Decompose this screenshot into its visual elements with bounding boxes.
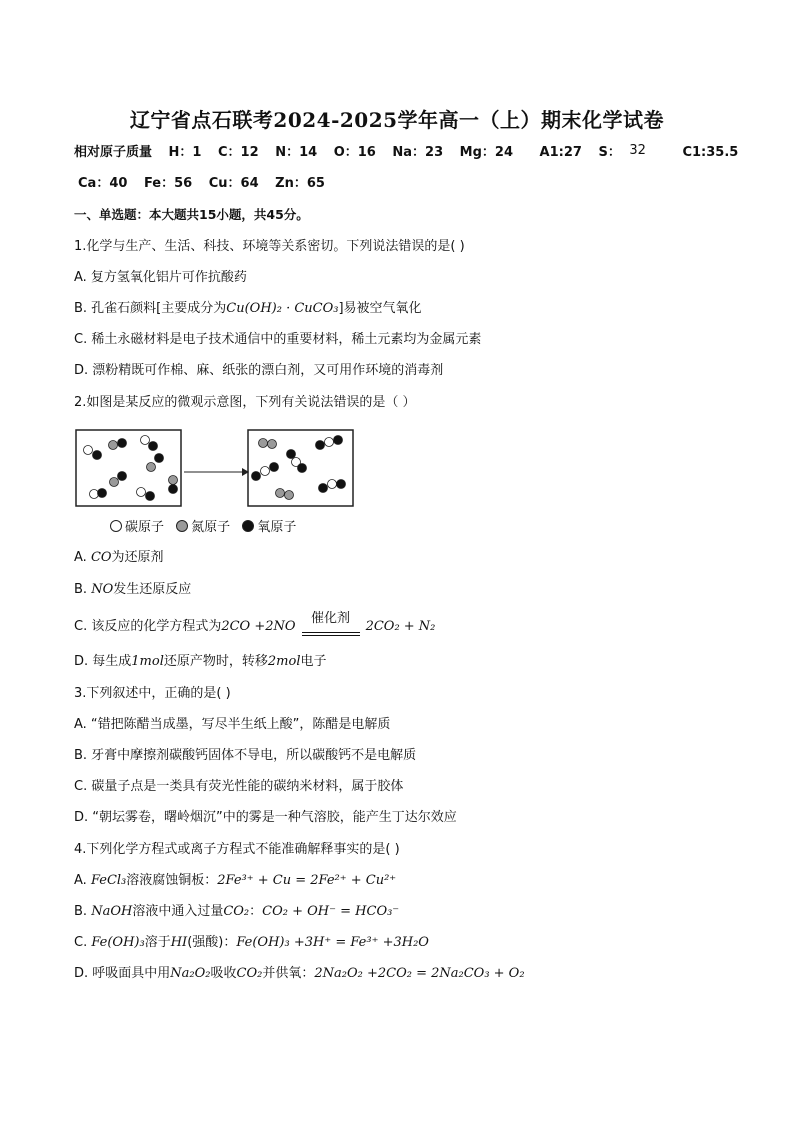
mass-mg: Mg：24 xyxy=(459,145,514,160)
oxygen-atom xyxy=(118,472,127,481)
q1-option-a: A. 复方氢氧化铝片可作抗酸药 xyxy=(74,270,247,285)
q4-a-text: 溶液腐蚀铜板： xyxy=(126,873,218,888)
q2-option-c xyxy=(74,611,436,636)
atomic-mass-line-2 xyxy=(78,175,337,193)
diagram-legend xyxy=(110,516,296,535)
carbon-atom xyxy=(84,446,93,455)
q1-b-text-post: ]易被空气氧化 xyxy=(338,301,422,316)
q4-option-d xyxy=(74,965,525,983)
q4-option-c xyxy=(74,934,429,952)
oxygen-legend-icon xyxy=(242,520,254,532)
q3-option-b: B. 牙膏中摩擦剂碳酸钙固体不导电，所以碳酸钙不是电解质 xyxy=(74,748,417,763)
q2-c-text: C. 该反应的化学方程式为 xyxy=(74,619,222,634)
q4-d-formula-2: CO₂ xyxy=(236,966,263,981)
mass-na: Na：23 xyxy=(392,145,444,160)
q4-b-prefix: B. xyxy=(74,904,92,919)
oxygen-atom xyxy=(98,489,107,498)
oxygen-atom xyxy=(298,464,307,473)
q1-b-text-pre: B. 孔雀石颜料[主要成分为 xyxy=(74,301,227,316)
carbon-atom xyxy=(141,436,150,445)
q4-a-prefix: A. xyxy=(74,873,91,888)
q4-c-text-2: (强酸)： xyxy=(187,935,237,950)
q4-stem: 4.下列化学方程式或离子方程式不能准确解释事实的是( ) xyxy=(74,842,400,857)
q4-d-equation: 2Na₂O₂ +2CO₂ = 2Na₂CO₃ + O₂ xyxy=(314,966,525,981)
nitrogen-atom xyxy=(268,440,277,449)
q1-option-b xyxy=(74,300,422,318)
nitrogen-atom xyxy=(110,478,119,487)
q4-d-formula-1: Na₂O₂ xyxy=(170,966,211,981)
atomic-mass-label: 相对原子质量 xyxy=(74,145,153,160)
oxygen-atom xyxy=(316,441,325,450)
mass-cl: C1:35.5 xyxy=(682,145,739,160)
oxygen-atom xyxy=(337,480,346,489)
catalyst-label: 催化剂 xyxy=(311,611,351,626)
q1-option-d: D. 漂粉精既可作棉、麻、纸张的漂白剂，又可用作环境的消毒剂 xyxy=(74,363,444,378)
reactant-molecules xyxy=(84,436,178,501)
carbon-atom xyxy=(137,488,146,497)
carbon-legend-icon xyxy=(110,520,122,532)
q4-a-formula: FeCl₃ xyxy=(90,873,127,888)
q2-b-formula: NO xyxy=(91,582,114,597)
carbon-atom xyxy=(261,467,270,476)
q4-c-formula-1: Fe(OH)₃ xyxy=(91,935,145,950)
q2-b-text: 发生还原反应 xyxy=(113,582,192,597)
q1-option-c: C. 稀土永磁材料是电子技术通信中的重要材料，稀土元素均为金属元素 xyxy=(74,332,482,347)
q4-option-b xyxy=(74,903,399,921)
q2-d-text-2: 还原产物时，转移 xyxy=(163,654,268,669)
q2-a-formula: CO xyxy=(90,550,112,565)
q2-option-a xyxy=(74,549,164,567)
mass-h: H：1 xyxy=(168,145,202,160)
nitrogen-atom xyxy=(147,463,156,472)
q3-option-a: A. “错把陈醋当成墨，写尽半生纸上酸”，陈醋是电解质 xyxy=(74,717,391,732)
mass-al: A1:27 xyxy=(539,145,582,160)
mass-zn: Zn：65 xyxy=(275,176,325,191)
q4-b-formula-1: NaOH xyxy=(91,904,133,919)
mass-n: N：14 xyxy=(275,145,318,160)
q2-d-formula-2: 2mol xyxy=(267,654,301,669)
q4-b-colon: ： xyxy=(249,904,263,919)
q2-option-d xyxy=(74,653,327,671)
oxygen-atom xyxy=(334,436,343,445)
mass-s: S： xyxy=(598,145,621,160)
q4-c-equation: Fe(OH)₃ +3H⁺ = Fe³⁺ +3H₂O xyxy=(236,935,429,950)
oxygen-atom xyxy=(252,472,261,481)
legend-nitrogen: 氮原子 xyxy=(191,520,231,535)
q2-a-prefix: A. xyxy=(74,550,91,565)
q2-d-text-1: D. 每生成 xyxy=(74,654,132,669)
equation-condition xyxy=(302,611,360,636)
oxygen-atom xyxy=(287,450,296,459)
legend-oxygen: 氧原子 xyxy=(257,520,297,535)
q2-c-left: 2CO +2NO xyxy=(221,619,296,634)
nitrogen-atom xyxy=(276,489,285,498)
q3-option-c: C. 碳量子点是一类具有荧光性能的碳纳米材料，属于胶体 xyxy=(74,779,404,794)
oxygen-atom xyxy=(169,485,178,494)
nitrogen-legend-icon xyxy=(176,520,188,532)
oxygen-atom xyxy=(319,484,328,493)
oxygen-atom xyxy=(155,454,164,463)
q3-option-d: D. “朝坛雾卷，曙岭烟沉”中的雾是一种气溶胶，能产生丁达尔效应 xyxy=(74,810,457,825)
q2-d-formula-1: 1mol xyxy=(131,654,164,669)
mass-cu: Cu：64 xyxy=(208,176,259,191)
q2-d-text-3: 电子 xyxy=(300,654,327,669)
oxygen-atom xyxy=(118,439,127,448)
q2-a-text: 为还原剂 xyxy=(111,550,164,565)
product-molecules xyxy=(252,436,346,500)
q3-stem: 3.下列叙述中，正确的是( ) xyxy=(74,686,231,701)
mass-ca: Ca：40 xyxy=(78,176,128,191)
nitrogen-atom xyxy=(169,476,178,485)
mass-fe: Fe：56 xyxy=(143,176,193,191)
q4-d-text-3: 并供氧： xyxy=(262,966,315,981)
q2-c-right: 2CO₂ + N₂ xyxy=(365,619,436,634)
q4-option-a xyxy=(74,872,396,890)
q1-b-formula: Cu(OH)₂ · CuCO₃ xyxy=(226,301,339,316)
oxygen-atom xyxy=(270,463,279,472)
carbon-atom xyxy=(90,490,99,499)
q4-c-text: 溶于 xyxy=(144,935,171,950)
q2-option-b xyxy=(74,581,191,599)
q4-c-prefix: C. xyxy=(74,935,92,950)
mass-s-value: 32 xyxy=(629,143,646,158)
q2-stem: 2.如图是某反应的微观示意图，下列有关说法错误的是（ ） xyxy=(74,395,416,410)
oxygen-atom xyxy=(93,451,102,460)
q4-b-text: 溶液中通入过量 xyxy=(132,904,224,919)
reaction-arrow xyxy=(184,468,249,476)
oxygen-atom xyxy=(146,492,155,501)
nitrogen-atom xyxy=(259,439,268,448)
q4-c-formula-2: HI xyxy=(170,935,188,950)
legend-carbon: 碳原子 xyxy=(125,520,165,535)
nitrogen-atom xyxy=(109,441,118,450)
mass-c: C：12 xyxy=(218,145,259,160)
page-title: 辽宁省点石联考2024-2025学年高一（上）期末化学试卷 xyxy=(129,108,665,132)
mass-o: O：16 xyxy=(333,145,376,160)
oxygen-atom xyxy=(149,442,158,451)
q4-d-text-1: D. 呼吸面具中用 xyxy=(74,966,171,981)
q1-stem: 1.化学与生产、生活、科技、环境等关系密切。下列说法错误的是( ) xyxy=(74,239,465,254)
q4-b-equation: CO₂ + OH⁻ = HCO₃⁻ xyxy=(262,904,400,919)
atomic-mass-line-1 xyxy=(74,144,738,162)
q4-a-equation: 2Fe³⁺ + Cu = 2Fe²⁺ + Cu²⁺ xyxy=(217,873,397,888)
q4-b-formula-2: CO₂ xyxy=(223,904,250,919)
q4-d-text-2: 吸收 xyxy=(210,966,237,981)
section-heading: 一、单选题：本大题共15小题，共45分。 xyxy=(74,207,309,222)
carbon-atom xyxy=(328,480,337,489)
carbon-atom xyxy=(325,438,334,447)
nitrogen-atom xyxy=(285,491,294,500)
q2-b-prefix: B. xyxy=(74,582,92,597)
